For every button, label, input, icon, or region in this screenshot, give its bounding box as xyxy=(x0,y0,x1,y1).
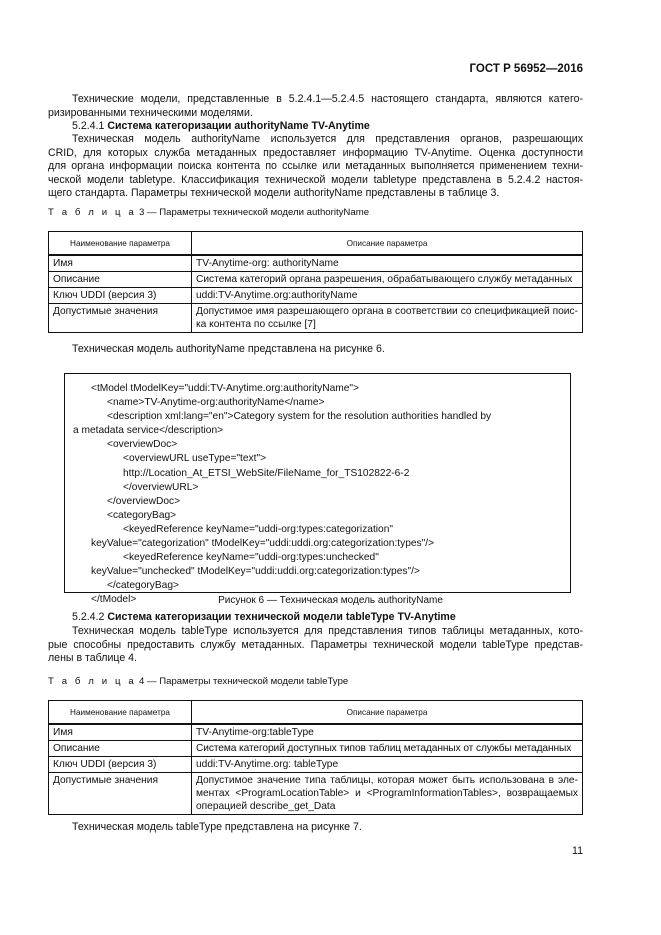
text-line: keyValue="categorization" tModelKey="uddi:uddi.org:categorization:types"/> xyxy=(91,538,435,550)
column-header: Описание параметра xyxy=(192,701,583,725)
text-line: для органа информации поиска контента по ссылке или метаданных выполняется применением техни- xyxy=(48,160,583,173)
text-line: CRID, для которых служба метаданных предоставляет информацию TV-Anytime. Оценка доступности xyxy=(48,146,583,159)
code-listing xyxy=(73,382,492,608)
text-line: лены в таблице 4. xyxy=(48,652,137,665)
text-line: uddi:TV-Anytime.org: tableType xyxy=(192,757,583,773)
text-line: 5.2.4.2 xyxy=(72,611,105,623)
section-paragraph xyxy=(48,133,583,201)
text-line: TV-Anytime-org:tableType xyxy=(192,724,583,741)
text-line: Система категорий доступных типов таблиц метаданных от службы метаданных xyxy=(192,741,583,757)
text-line: <keyedReference keyName="uddi-org:types:unchecked" xyxy=(123,552,379,564)
text-line: 4 — Параметры технической модели tableType xyxy=(138,676,349,687)
text-line: </categoryBag> xyxy=(107,580,179,592)
text-line: Допустимое имя разрешающего органа в соответствии со спецификацией поис-ка контента по ссылке [7] xyxy=(192,304,583,333)
text-line: Имя xyxy=(49,255,192,272)
text-line: <name>TV-Anytime-org:authorityName</name> xyxy=(107,397,325,409)
table-row xyxy=(49,304,583,333)
text-line: http://Location_At_ETSI_WebSite/FileName_for_TS102822-6-2 xyxy=(123,467,410,479)
text-line: Техническая модель tableType используется для представления типов таблицы метаданных, кото- xyxy=(72,625,583,637)
text-line: Ключ UDDI (версия 3) xyxy=(49,757,192,773)
text-line: рые способны предоставить службу метаданных. Параметры технической модели tableType представ- xyxy=(48,638,583,651)
text-line: Ключ UDDI (версия 3) xyxy=(49,288,192,304)
table-row xyxy=(49,255,583,272)
text-line: щего стандарта. Параметры технической модели authorityName представлены в таблице 3. xyxy=(48,187,500,200)
table-3-caption xyxy=(48,206,369,220)
table-row xyxy=(49,757,583,773)
text-line: Т а б л и ц а xyxy=(48,676,137,687)
column-header: Описание параметра xyxy=(192,232,583,256)
text-line: Технические модели, представленные в 5.2.4.1—5.2.4.5 настоящего стандарта, являются катего- xyxy=(72,93,583,105)
text-line: <description xml:lang="en">Category system for the resolution authorities handled by xyxy=(107,411,492,423)
text-line: Система категоризации authorityName TV-Anytime xyxy=(107,120,370,132)
text-line: <categoryBag> xyxy=(107,509,177,521)
figure-7-reference: Техническая модель tableType представлена на рисунке 7. xyxy=(72,821,362,833)
column-header: Наименование параметра xyxy=(49,701,192,725)
table-row xyxy=(49,741,583,757)
table-row xyxy=(49,724,583,741)
text-line: Техническая модель authorityName используется для представления органов, разрешающих xyxy=(72,133,583,145)
text xyxy=(49,232,583,256)
section-heading-5-2-4-1 xyxy=(72,120,370,134)
text-line: ризированными техническими моделями. xyxy=(48,106,253,119)
table-4 xyxy=(48,700,583,815)
text-line: Допустимое значение типа таблицы, которая может быть использована в эле-ментах <ProgramLocationTable> и <ProgramInformationTables>, возвращаемых операцией describe_get_Data xyxy=(192,773,583,815)
text-line: 5.2.4.1 xyxy=(72,120,105,132)
table-row xyxy=(49,288,583,304)
text-line: Допустимые значения xyxy=(49,304,192,333)
text-line: a metadata service</description> xyxy=(73,425,224,437)
text-line: Допустимые значения xyxy=(49,773,192,815)
text-line: Имя xyxy=(49,724,192,741)
text-line: </overviewDoc> xyxy=(107,495,181,507)
table-4-caption xyxy=(48,675,348,689)
text-line: </tModel> xyxy=(91,594,137,606)
text-line: 3 — Параметры технической модели authorityName xyxy=(138,207,370,218)
text-line: Система категоризации технической модели tableType TV-Anytime xyxy=(107,611,456,623)
text-line: Система категорий органа разрешения, обрабатывающего службу метаданных xyxy=(192,272,583,288)
section-heading-5-2-4-2 xyxy=(72,611,456,625)
text-line: ческой модели tabletype. Классификация технической модели tabletype представлена в 5.2.4.2 настоя- xyxy=(48,173,583,186)
text-line: uddi:TV-Anytime.org:authorityName xyxy=(192,288,583,304)
text-line: keyValue="unchecked" tModelKey="uddi:uddi.org:categorization:types"/> xyxy=(91,566,420,578)
text-line: TV-Anytime-org: authorityName xyxy=(192,255,583,272)
text-line: </overviewURL> xyxy=(123,481,199,493)
page-number: 11 xyxy=(572,845,583,857)
text-line: Описание xyxy=(49,272,192,288)
text-line: Описание xyxy=(49,741,192,757)
column-header: Наименование параметра xyxy=(49,232,192,256)
figure-6-reference: Техническая модель authorityName представлена на рисунке 6. xyxy=(72,343,385,355)
text-line: <tModel tModelKey="uddi:TV-Anytime.org:authorityName"> xyxy=(91,383,359,394)
figure-6-caption: Рисунок 6 — Техническая модель authorityName xyxy=(218,595,443,606)
text-line: <keyedReference keyName="uddi-org:types:categorization" xyxy=(123,523,393,535)
section-paragraph xyxy=(48,625,583,666)
text-line: <overviewURL useType="text"> xyxy=(123,453,267,465)
intro-paragraph xyxy=(48,93,583,120)
table-row xyxy=(49,773,583,815)
text xyxy=(49,701,583,725)
text-line: <overviewDoc> xyxy=(107,439,178,451)
document-id: ГОСТ Р 56952—2016 xyxy=(469,63,583,75)
table-3 xyxy=(48,231,583,333)
text-line: Т а б л и ц а xyxy=(48,207,137,218)
table-row xyxy=(49,272,583,288)
